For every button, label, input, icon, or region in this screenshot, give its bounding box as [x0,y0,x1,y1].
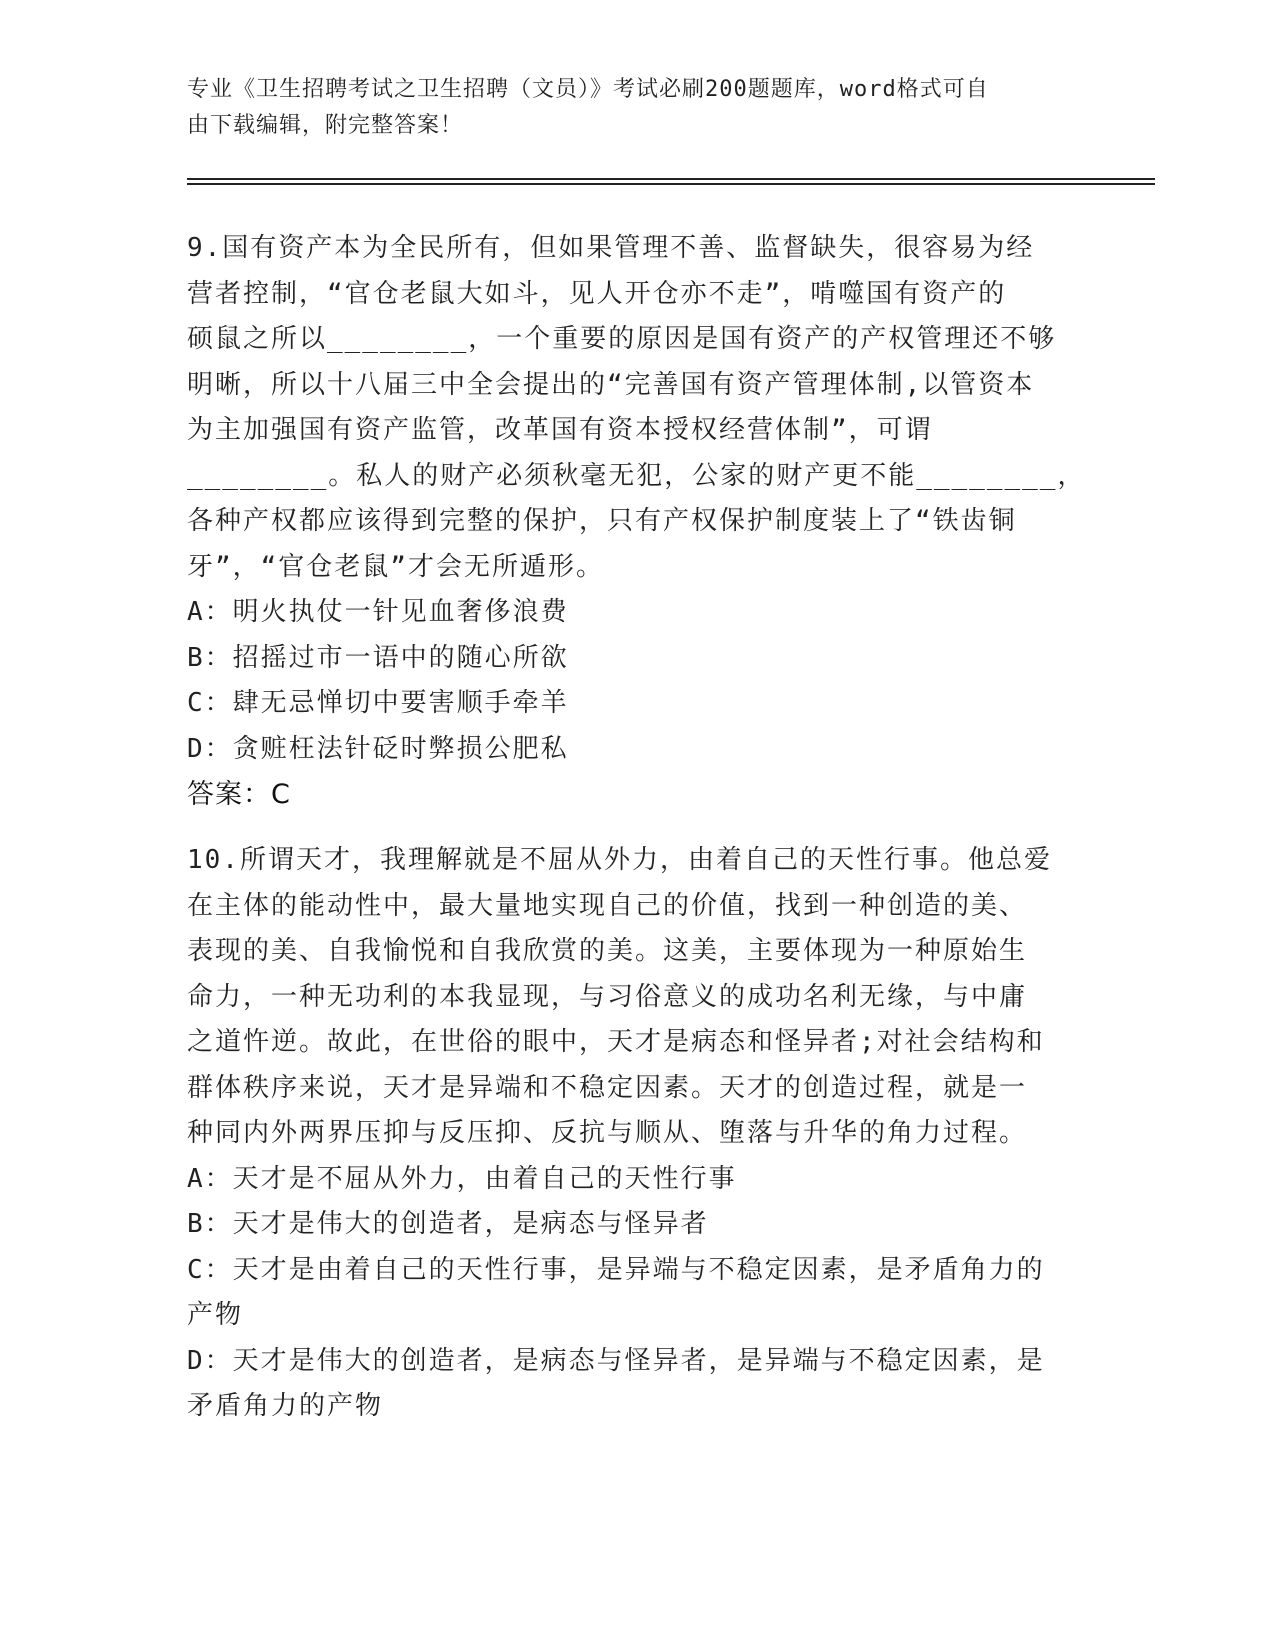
option-d: D：天才是伟大的创造者，是病态与怪异者，是异端与不稳定因素，是 [187,1345,1045,1376]
question-stem-line: 营者控制，“官仓老鼠大如斗，见人开仓亦不走”，啃噬国有资产的 [187,278,1007,309]
answer-line: 答案：C [187,779,291,810]
question-stem-line: 各种产权都应该得到完整的保护，只有产权保护制度装上了“铁齿铜 [187,506,1017,536]
option-a: A：明火执仗一针见血奢侈浪费 [187,597,569,627]
question-stem-line: 群体秩序来说，天才是异端和不稳定因素。天才的创造过程，就是一 [187,1072,1028,1103]
question-stem-line: ________。私人的财产必须秋毫无犯，公家的财产更不能________， [187,460,1086,491]
header-divider [187,183,1155,185]
question-10 [187,838,1087,1430]
question-stem-line: 硕鼠之所以________，一个重要的原因是国有资产的产权管理还不够 [187,324,1057,354]
question-9 [187,226,1087,818]
option-b: B：招摇过市一语中的随心所欲 [187,642,569,673]
document-header [187,72,1067,144]
option-b: B：天才是伟大的创造者，是病态与怪异者 [187,1209,709,1239]
option-d-continuation: 矛盾角力的产物 [187,1391,384,1421]
question-stem-line: 表现的美、自我愉悦和自我欣赏的美。这美，主要体现为一种原始生 [187,936,1028,966]
question-stem-line: 为主加强国有资产监管，改革国有资本授权经营体制”，可谓 [187,415,933,445]
question-stem-line: 10.所谓天才，我理解就是不屈从外力，由着自己的天性行事。他总爱 [187,845,1052,875]
header-divider [187,178,1155,180]
header-line: 专业《卫生招聘考试之卫生招聘（文员）》考试必刷200题题库，word格式可自 [187,77,989,102]
option-a: A：天才是不屈从外力，由着自己的天性行事 [187,1163,737,1194]
question-stem-line: 在主体的能动性中，最大量地实现自己的价值，找到一种创造的美、 [187,890,1028,921]
header-line: 由下载编辑，附完整答案！ [187,113,464,138]
question-stem-line: 命力，一种无功利的本我显现，与习俗意义的成功名利无缘，与中庸 [187,981,1028,1012]
option-c: C：肆无忌惮切中要害顺手牵羊 [187,688,569,718]
option-d: D：贪赃枉法针砭时弊损公肥私 [187,733,569,764]
question-stem-line: 9.国有资产本为全民所有，但如果管理不善、监督缺失，很容易为经 [187,233,1035,263]
option-c-continuation: 产物 [187,1300,244,1330]
option-c: C：天才是由着自己的天性行事，是异端与不稳定因素，是矛盾角力的 [187,1254,1045,1285]
question-stem-line: 种同内外两界压抑与反压抑、反抗与顺从、堕落与升华的角力过程。 [187,1118,1028,1148]
question-stem-line: 之道忤逆。故此，在世俗的眼中，天才是病态和怪异者;对社会结构和 [187,1027,1045,1057]
question-stem-line: 明晰，所以十八届三中全会提出的“完善国有资产管理体制,以管资本 [187,369,1035,400]
question-stem-line: 牙”，“官仓老鼠”才会无所遁形。 [187,551,604,582]
